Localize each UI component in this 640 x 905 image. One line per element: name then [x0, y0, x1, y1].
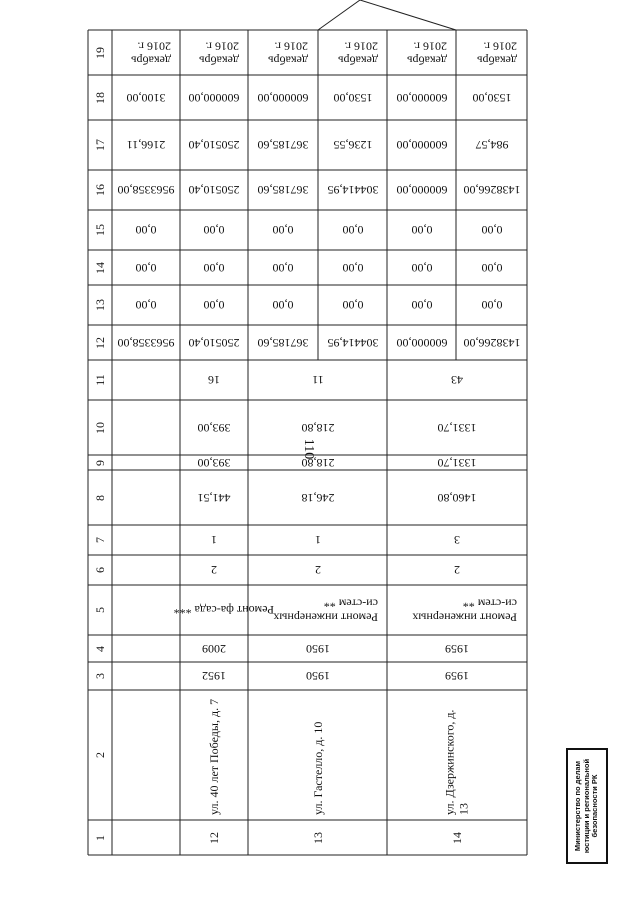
col-7: [180, 525, 248, 555]
column-header-10-text: 10: [92, 421, 107, 434]
col-11: [248, 360, 387, 400]
column-header-11-text: 11: [92, 374, 107, 386]
col-18-value: [456, 75, 527, 120]
stamp-text: Министерство по делам юстиции и региональной безопасности РК: [573, 758, 600, 854]
col-12-value-text: 367185,60: [257, 335, 309, 350]
col-19-value-text: декабрь 2016 г.: [476, 38, 517, 67]
col-10-text: 1331,70: [437, 420, 477, 435]
col-17-value-text: 600000,00: [396, 138, 447, 153]
col-3: [180, 662, 248, 690]
col-13-value: [318, 285, 387, 325]
col-5-text: Ремонт инженерных си-стем **: [412, 596, 517, 625]
col-16-value-text: 9563358,00: [117, 183, 175, 198]
col-9-text: 393,00: [197, 455, 231, 470]
col-18-value-text: 600000,00: [188, 90, 240, 105]
column-header-19-text: 19: [92, 46, 107, 59]
col-13-value-text: 0,00: [411, 298, 432, 313]
col-4-text: 1950: [305, 641, 330, 656]
col-8-text: 246,18: [301, 490, 334, 505]
col-14-value-text: 0,00: [342, 260, 363, 275]
col-16-value-text: 250510,40: [188, 183, 240, 198]
address-text: ул. Дзержинского, д. 13: [442, 709, 471, 815]
col-12-value-text: 250510,40: [188, 335, 240, 350]
column-header-16-text: 16: [92, 184, 107, 196]
grid-line: [360, 0, 456, 30]
row-number-text: 13: [310, 831, 325, 844]
col-3-text: 1959: [445, 669, 469, 684]
column-header-5-text: 5: [92, 607, 107, 613]
col-6: [248, 555, 387, 585]
column-header-2-text: 2: [92, 752, 107, 758]
column-header-7-text: 7: [92, 537, 107, 543]
col-15-value: [456, 210, 527, 250]
col-3: [387, 662, 527, 690]
col-5: [248, 585, 387, 635]
col-16-value-text: 600000,00: [396, 183, 447, 198]
col-17-value: [387, 120, 456, 170]
column-header-8: [88, 470, 112, 525]
col-14-value-text: 0,00: [135, 260, 157, 275]
column-header-13-text: 13: [92, 299, 107, 311]
column-header-18-text: 18: [92, 91, 107, 104]
column-header-15-text: 15: [92, 224, 107, 236]
column-header-4: [88, 635, 112, 662]
col-17-value: [248, 120, 318, 170]
col-18-value: [112, 75, 180, 120]
address: [248, 690, 387, 820]
col-12-value: [180, 325, 248, 360]
column-header-5: [88, 585, 112, 635]
column-header-12: [88, 325, 112, 360]
col-17-value-text: 250510,40: [188, 138, 240, 153]
column-header-8-text: 8: [92, 494, 107, 501]
col-14-value: [387, 250, 456, 285]
address: [180, 690, 248, 820]
col-9-text: 1331,70: [437, 455, 477, 470]
col-17-value-text: 2166,11: [126, 138, 166, 153]
col-17-value-text: 984,57: [475, 138, 508, 153]
col-16-value: [180, 170, 248, 210]
col-14-value: [456, 250, 527, 285]
col-16-value-text: 304414,95: [327, 183, 378, 198]
col-18-value-text: 1530,00: [472, 90, 511, 105]
col-17-value: [456, 120, 527, 170]
col-17-value: [318, 120, 387, 170]
column-header-13: [88, 285, 112, 325]
col-14-value-text: 0,00: [272, 260, 294, 275]
col-15-value-text: 0,00: [272, 223, 294, 238]
col-4-text: 1959: [445, 641, 469, 656]
col-13-value: [180, 285, 248, 325]
column-header-14: [88, 250, 112, 285]
col-15-value-text: 0,00: [135, 223, 157, 238]
column-header-15: [88, 210, 112, 250]
col-12-value-text: 9563358,00: [117, 335, 175, 350]
col-7: [387, 525, 527, 555]
col-3: [248, 662, 387, 690]
column-header-16: [88, 170, 112, 210]
col-7-text: 3: [454, 533, 460, 548]
column-header-12-text: 12: [92, 336, 107, 349]
col-13-value: [456, 285, 527, 325]
col-6-text: 2: [211, 563, 217, 578]
col-19-value: [387, 30, 456, 75]
col-12-value: [248, 325, 318, 360]
col-19-value: [248, 30, 318, 75]
col-14-value: [318, 250, 387, 285]
row-number: [387, 820, 527, 855]
col-8: [180, 470, 248, 525]
col-3-text: 1950: [305, 669, 330, 684]
column-header-18: [88, 75, 112, 120]
col-17-value-text: 367185,60: [257, 138, 309, 153]
col-15-value-text: 0,00: [481, 223, 502, 238]
col-14-value: [112, 250, 180, 285]
col-18-value: [248, 75, 318, 120]
col-4-text: 2009: [202, 641, 226, 656]
col-16-value: [318, 170, 387, 210]
col-18-value-text: 600000,00: [257, 90, 309, 105]
column-header-2: [88, 690, 112, 820]
row-number: [180, 820, 248, 855]
column-header-6: [88, 555, 112, 585]
col-15-value-text: 0,00: [342, 223, 363, 238]
col-5: [173, 585, 274, 635]
col-15-value: [387, 210, 456, 250]
column-header-9: [88, 455, 112, 470]
col-13-value-text: 0,00: [342, 298, 363, 313]
col-13-value-text: 0,00: [203, 298, 225, 313]
col-18-value: [318, 75, 387, 120]
col-7-text: 1: [314, 533, 321, 548]
col-9-text: 218,80: [301, 455, 334, 470]
col-18-value-text: 600000,00: [396, 90, 447, 105]
col-12-value: [387, 325, 456, 360]
col-3-text: 1952: [202, 669, 226, 684]
col-4: [180, 635, 248, 662]
column-header-3-text: 3: [92, 673, 107, 679]
col-18-value: [387, 75, 456, 120]
col-12-value: [318, 325, 387, 360]
col-17-value: [180, 120, 248, 170]
col-16-value-text: 367185,60: [257, 183, 309, 198]
col-9: [387, 455, 527, 470]
col-13-value-text: 0,00: [135, 298, 157, 313]
col-7: [248, 525, 387, 555]
col-5-text: Ремонт инженерных си-стем **: [272, 596, 378, 625]
col-12-value: [456, 325, 527, 360]
col-11: [180, 360, 248, 400]
col-14-value: [248, 250, 318, 285]
col-10: [180, 400, 248, 455]
col-18-value: [180, 75, 248, 120]
col-19-value: [318, 30, 387, 75]
col-14-value-text: 0,00: [203, 260, 225, 275]
col-8-text: 441,51: [197, 490, 231, 505]
column-header-6-text: 6: [92, 567, 107, 573]
col-5: [387, 585, 527, 635]
col-6-text: 2: [314, 563, 321, 578]
col-12-value-text: 600000,00: [396, 335, 447, 350]
col-9: [248, 455, 387, 470]
col-15-value: [180, 210, 248, 250]
col-17-value: [112, 120, 180, 170]
col-19-value-text: декабрь 2016 г.: [131, 38, 171, 67]
col-6-text: 2: [454, 563, 460, 578]
column-header-19: [88, 30, 112, 75]
col-11: [387, 360, 527, 400]
col-14-value: [180, 250, 248, 285]
col-10-text: 393,00: [197, 420, 231, 435]
col-13-value: [387, 285, 456, 325]
column-header-14-text: 14: [92, 261, 107, 274]
col-19-value-text: декабрь 2016 г.: [337, 38, 378, 67]
address-text: ул. Гастелло, д. 10: [310, 721, 325, 815]
col-15-value: [318, 210, 387, 250]
col-16-value: [456, 170, 527, 210]
col-9: [180, 455, 248, 470]
col-11-text: 16: [208, 373, 220, 388]
column-header-9-text: 9: [92, 459, 107, 466]
col-19-value-text: декабрь 2016 г.: [406, 38, 447, 67]
col-11-text: 43: [451, 373, 463, 388]
col-18-value-text: 3100,00: [126, 90, 166, 105]
col-13-value: [248, 285, 318, 325]
address: [387, 690, 527, 820]
col-16-value: [387, 170, 456, 210]
col-8: [387, 470, 527, 525]
col-19-value: [180, 30, 248, 75]
col-19-value: [112, 30, 180, 75]
col-15-value-text: 0,00: [203, 223, 225, 238]
row-number-text: 14: [449, 831, 464, 844]
column-header-4-text: 4: [92, 645, 107, 652]
col-10-text: 218,80: [301, 420, 334, 435]
col-16-value: [248, 170, 318, 210]
col-8: [248, 470, 387, 525]
col-18-value-text: 1530,00: [333, 90, 372, 105]
col-19-value-text: декабрь 2016 г.: [199, 38, 239, 67]
col-8-text: 1460,80: [437, 490, 477, 505]
col-11-text: 11: [311, 373, 324, 388]
column-header-1-text: 1: [92, 834, 107, 841]
col-10: [248, 400, 387, 455]
column-header-1: [88, 820, 112, 855]
ministry-stamp: [566, 748, 608, 864]
col-12-value-text: 1438266,00: [463, 335, 520, 350]
row-number-text: 12: [206, 831, 221, 844]
grid-line: [318, 0, 360, 30]
column-header-17-text: 17: [92, 139, 107, 151]
col-15-value-text: 0,00: [411, 223, 432, 238]
col-16-value-text: 1438266,00: [463, 183, 520, 198]
col-17-value-text: 1236,55: [333, 138, 372, 153]
page-number: 110: [301, 438, 316, 460]
col-14-value-text: 0,00: [481, 260, 502, 275]
row-number: [248, 820, 387, 855]
column-header-11: [88, 360, 112, 400]
col-14-value-text: 0,00: [411, 260, 432, 275]
column-header-3: [88, 662, 112, 690]
address-text: ул. 40 лет Победы, д. 7: [206, 698, 221, 815]
col-12-value: [112, 325, 180, 360]
col-13-value-text: 0,00: [272, 298, 294, 313]
col-5-text: Ремонт фа-сада ***: [173, 603, 274, 618]
col-13-value: [112, 285, 180, 325]
col-15-value: [248, 210, 318, 250]
col-12-value-text: 304414,95: [327, 335, 378, 350]
col-7-text: 1: [211, 533, 217, 548]
col-6: [387, 555, 527, 585]
column-header-17: [88, 120, 112, 170]
col-19-value-text: декабрь 2016 г.: [268, 38, 308, 67]
col-4: [248, 635, 387, 662]
col-13-value-text: 0,00: [481, 298, 502, 313]
column-header-7: [88, 525, 112, 555]
col-10: [387, 400, 527, 455]
col-16-value: [112, 170, 180, 210]
col-19-value: [456, 30, 527, 75]
col-15-value: [112, 210, 180, 250]
col-4: [387, 635, 527, 662]
column-header-10: [88, 400, 112, 455]
col-6: [180, 555, 248, 585]
